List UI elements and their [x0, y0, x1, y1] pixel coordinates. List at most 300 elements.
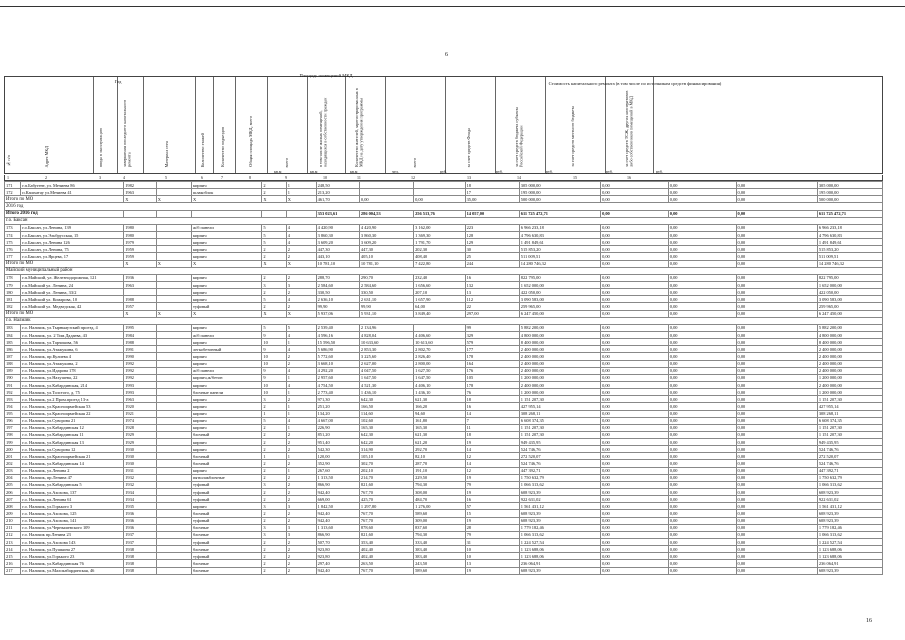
table-cell: блочные панели — [191, 389, 261, 396]
table-cell: 669,00 — [316, 496, 359, 503]
table-cell: 0,00 — [736, 481, 817, 488]
table-cell: 4 — [286, 381, 316, 388]
table-cell: 821,60 — [359, 481, 413, 488]
table-cell: 267,60 — [316, 467, 359, 474]
table-cell: 1934 — [124, 496, 157, 503]
table-row — [5, 396, 883, 403]
table-cell: 1 200 000,00 — [817, 389, 882, 396]
subtotal-label: Итого 2016 год — [5, 210, 124, 217]
table-cell: 0,00 — [736, 289, 817, 296]
table-cell: 2 800,00 — [414, 360, 465, 367]
table-cell: 0,00 — [668, 453, 736, 460]
table-cell: 2 — [262, 546, 286, 553]
table-cell: 207 — [5, 496, 21, 503]
table-cell: 30 — [465, 246, 519, 253]
table-cell: 243,50 — [414, 560, 465, 567]
table-cell: 0,00 — [736, 274, 817, 281]
table-cell: 290,70 — [359, 274, 413, 281]
table-cell: 0,00 — [601, 339, 669, 346]
table-cell: 0,00 — [736, 439, 817, 446]
table-cell: 0,00 — [668, 189, 736, 196]
table-cell: 195 000,00 — [519, 189, 600, 196]
table-cell — [156, 560, 191, 567]
table-cell: 259 965,00 — [817, 303, 882, 310]
table-cell: 10 — [262, 381, 286, 388]
table-cell: 288,70 — [316, 274, 359, 281]
table-cell: 642,30 — [359, 431, 413, 438]
table-cell: 0,00 — [668, 496, 736, 503]
table-cell: X — [156, 196, 191, 203]
table-cell: 1 627,50 — [414, 367, 465, 374]
table-cell: 1936 — [124, 510, 157, 517]
table-cell — [156, 274, 191, 281]
table-row — [5, 524, 883, 531]
table-row — [5, 381, 883, 388]
table-cell: 511 009,51 — [519, 253, 600, 260]
top-rule — [0, 6, 905, 7]
table-cell: 203 — [5, 467, 21, 474]
table-cell: 10 — [262, 353, 286, 360]
table-cell: 1 123 688,06 — [817, 553, 882, 560]
table-row — [5, 417, 883, 424]
table-cell: 79 — [465, 531, 519, 538]
table-cell: 132 — [465, 281, 519, 288]
table-cell: 1959 — [124, 246, 157, 253]
table-cell: 2 — [262, 539, 286, 546]
table-cell: 2 — [262, 496, 286, 503]
subtotal-label: Итого по МО — [5, 196, 124, 203]
table-cell: г.о. Нальчик, ул.2 Пром.проезд 13-а — [21, 396, 124, 403]
table-cell: 1931 — [124, 467, 157, 474]
table-cell: 0,00 — [601, 517, 669, 524]
table-cell: 76 — [465, 389, 519, 396]
table-cell — [124, 289, 157, 296]
table-cell: 2 584,60 — [359, 281, 413, 288]
table-row — [5, 410, 883, 417]
table-cell: 172 — [5, 189, 21, 196]
table-cell: кирпич — [191, 339, 261, 346]
table-cell: 5 — [262, 417, 286, 424]
table-cell: 302,70 — [359, 460, 413, 467]
table-cell: 422 050,00 — [519, 289, 600, 296]
table-cell: 2 — [262, 510, 286, 517]
table-cell: 0,00 — [736, 453, 817, 460]
table-cell: 330,50 — [359, 289, 413, 296]
table-cell: 1930 — [124, 453, 157, 460]
table-cell: 1934 — [124, 489, 157, 496]
table-cell — [156, 446, 191, 453]
table-cell: 353,40 — [359, 539, 413, 546]
table-cell: 1 276,00 — [414, 503, 465, 510]
table-cell: 352,90 — [316, 460, 359, 467]
table-cell: 0,00 — [601, 489, 669, 496]
table-cell: 94,60 — [414, 410, 465, 417]
table-cell: 248,50 — [316, 182, 359, 189]
table-cell: 1 151 207,30 — [519, 396, 600, 403]
table-cell — [156, 431, 191, 438]
table-cell: 2 — [286, 460, 316, 467]
table-row — [5, 374, 883, 381]
table-cell — [156, 489, 191, 496]
table-cell: X — [124, 196, 157, 203]
table-cell: 2 — [286, 246, 316, 253]
table-cell: 19 — [465, 489, 519, 496]
table-cell: кирпич — [191, 403, 261, 410]
table-cell: 2 400 000,00 — [817, 367, 882, 374]
table-cell: 0,00 — [736, 431, 817, 438]
table-cell: 3 — [286, 524, 316, 531]
table-cell: г.о. Нальчик, ул.Кабардинская 14 — [21, 460, 124, 467]
table-cell: 822 795,00 — [817, 274, 882, 281]
table-cell: 1936 — [124, 274, 157, 281]
table-cell: 10 — [262, 360, 286, 367]
table-cell: 837,60 — [414, 524, 465, 531]
table-cell — [156, 189, 191, 196]
table-cell: 608 923,39 — [519, 489, 600, 496]
table-cell: г.о. Нальчик, пр.Ленина 47 — [21, 474, 124, 481]
table-row — [5, 539, 883, 546]
table-cell: 2 — [262, 303, 286, 310]
table-cell: 174 — [5, 231, 21, 238]
table-cell: 1 313,60 — [316, 524, 359, 531]
table-cell: 2 — [262, 253, 286, 260]
table-cell: 1995 — [124, 324, 157, 331]
table-cell: г.о.Баксан, ул.Ленина 126 — [21, 239, 124, 246]
table-cell: 0,00 — [601, 224, 669, 231]
table-cell: 0,00 — [736, 446, 817, 453]
table-cell: 1979 — [124, 239, 157, 246]
table-cell: 589,60 — [414, 510, 465, 517]
table-cell: 0,00 — [601, 182, 669, 189]
table-cell: 4 047,50 — [359, 367, 413, 374]
table-cell: 621,20 — [414, 439, 465, 446]
table-cell: кирпич — [191, 239, 261, 246]
table-cell: 5 — [286, 324, 316, 331]
table-cell: 422 050,00 — [817, 289, 882, 296]
table-cell: 14 — [465, 446, 519, 453]
unit-label: кв.м — [310, 169, 318, 174]
table-cell: 236 064,91 — [817, 560, 882, 567]
table-cell: 1 123 688,06 — [519, 553, 600, 560]
table-cell — [156, 396, 191, 403]
table-cell: туфовый — [191, 517, 261, 524]
table-cell: 4 828,04 — [359, 331, 413, 338]
col-area-owned-label: в том числе жилых помещений, находящихся в собственности граждан — [318, 97, 328, 167]
table-cell — [156, 296, 191, 303]
col-cost-budget-label: за счет средств бюджета субъекта Российской Федерации — [514, 106, 524, 167]
table-cell — [156, 374, 191, 381]
table-cell — [156, 417, 191, 424]
table-cell: 214,70 — [359, 474, 413, 481]
table-cell: 16 — [465, 403, 519, 410]
table-cell: 25 — [465, 253, 519, 260]
table-cell: 4 — [286, 224, 316, 231]
table-cell: X — [262, 310, 286, 317]
table-cell: 0,00 — [736, 310, 817, 317]
table-cell: 0,00 — [668, 460, 736, 467]
table-cell: 1929 — [124, 431, 157, 438]
table-cell: кирпич — [191, 353, 261, 360]
table-cell: 5 — [262, 239, 286, 246]
table-cell: 515 853,20 — [817, 246, 882, 253]
table-cell: 447,30 — [316, 246, 359, 253]
table-cell: кирпич — [191, 446, 261, 453]
table-cell: 1 779 182,46 — [817, 524, 882, 531]
table-cell: 0,00 — [736, 403, 817, 410]
table-cell: 951,40 — [316, 439, 359, 446]
table-cell: X — [124, 260, 157, 267]
table-cell: 0,00 — [601, 281, 669, 288]
table-cell: 0,00 — [668, 260, 736, 267]
table-cell: г.о. Нальчик, ул.Ленина 61 — [21, 496, 124, 503]
table-cell: 3 162,00 — [414, 224, 465, 231]
table-cell: г.о.Баксан, ул.Ленина, 75 — [21, 246, 124, 253]
table-cell: 6 966 233,18 — [519, 224, 600, 231]
table-cell: 1 — [286, 189, 316, 196]
table-cell: 402,40 — [359, 546, 413, 553]
table-cell: 1 779 182,46 — [519, 524, 600, 531]
table-cell: 2 631,10 — [359, 296, 413, 303]
table-cell: 99,90 — [359, 303, 413, 310]
table-cell: 2 — [262, 431, 286, 438]
table-cell: 2 400 000,00 — [519, 381, 600, 388]
table-cell: г.о. Нальчик, ул.Кабардинская 76 — [21, 560, 124, 567]
section-title: г.о. Нальчик — [5, 317, 883, 324]
table-cell: 195 000,00 — [817, 189, 882, 196]
table-cell: г.п.Майский ул. Комарова, 10 — [21, 296, 124, 303]
table-cell: г.о. Нальчик, ул.Атажукина, 6 — [21, 346, 124, 353]
table-cell: 82,10 — [414, 453, 465, 460]
table-cell: 0,00 — [668, 296, 736, 303]
table-cell: 2 — [286, 439, 316, 446]
table-cell: кирпич — [191, 231, 261, 238]
table-cell: кирпич — [191, 274, 261, 281]
table-cell: 0,00 — [736, 353, 817, 360]
table-cell: 642,30 — [359, 396, 413, 403]
table-cell: 1 — [286, 403, 316, 410]
table-cell: 2 400 000,00 — [817, 381, 882, 388]
table-cell: 1 123 688,06 — [817, 546, 882, 553]
table-cell: 1990 — [124, 353, 157, 360]
table-cell: туфовый — [191, 553, 261, 560]
table-cell: X — [191, 196, 261, 203]
table-cell: 200 — [5, 446, 21, 453]
table-cell: г.о. Нальчик, ул.Тарчокова, 56 — [21, 339, 124, 346]
table-cell: 2 802,70 — [414, 346, 465, 353]
table-cell: 114,60 — [359, 410, 413, 417]
table-cell: 0,00 — [668, 253, 736, 260]
table-cell: 2 — [286, 567, 316, 574]
table-cell: 213,20 — [316, 189, 359, 196]
table-cell: 12 — [465, 467, 519, 474]
table-row — [5, 431, 883, 438]
table-cell: 1 647,50 — [414, 374, 465, 381]
table-cell: г.п.Майский ул. Ленина, 33/2 — [21, 289, 124, 296]
table-cell: 1935 — [124, 503, 157, 510]
table-cell: 0,00 — [601, 346, 669, 353]
table-cell: 1993 — [124, 381, 157, 388]
table-cell: 190 — [5, 374, 21, 381]
table-cell: 223 — [465, 224, 519, 231]
table-cell: 99 — [465, 324, 519, 331]
table-cell: г.п.Майский, ул. Железнодорожная, 121 — [21, 274, 124, 281]
table-cell: 177 — [465, 346, 519, 353]
table-cell: 4 — [286, 239, 316, 246]
table-cell: 0,00 — [736, 374, 817, 381]
table-cell: кирпич — [191, 360, 261, 367]
table-cell: 10 633,60 — [359, 339, 413, 346]
table-cell: 0,00 — [736, 560, 817, 567]
table-cell: 1 652 000,00 — [817, 281, 882, 288]
table-cell: 942,40 — [316, 489, 359, 496]
table-cell: 13 — [465, 289, 519, 296]
table-cell: 0,00 — [601, 567, 669, 574]
table-cell — [156, 246, 191, 253]
table-cell: г.о.Баксан, ул.Ленина, 139 — [21, 224, 124, 231]
table-cell: 207,10 — [414, 289, 465, 296]
table-cell — [156, 367, 191, 374]
table-cell: 2 — [286, 353, 316, 360]
table-cell: 35,00 — [465, 196, 519, 203]
table-cell: 0,00 — [601, 189, 669, 196]
table-cell: блочные — [191, 524, 261, 531]
table-cell: 1 657,90 — [414, 296, 465, 303]
table-cell: 0,00 — [359, 196, 413, 203]
table-cell: 2 — [262, 289, 286, 296]
table-cell: 5 882 200,00 — [817, 324, 882, 331]
table-cell: 165,30 — [414, 424, 465, 431]
table-cell: 171 — [5, 182, 21, 189]
table-cell: 2 — [262, 553, 286, 560]
table-cell: 3 609,20 — [359, 239, 413, 246]
table-cell: 1992 — [124, 360, 157, 367]
table-cell: 2 — [262, 182, 286, 189]
table-row — [5, 367, 883, 374]
table-cell: г.о. Нальчик, ул.Кабардинская 12 — [21, 424, 124, 431]
table-cell: 0,00 — [668, 517, 736, 524]
data-table — [4, 181, 883, 575]
column-number: 13 — [467, 175, 471, 180]
table-cell: 0,00 — [601, 367, 669, 374]
table-cell: 0,00 — [601, 496, 669, 503]
table-row — [5, 567, 883, 574]
table-cell: 1992 — [124, 367, 157, 374]
table-cell: 0,00 — [668, 303, 736, 310]
table-row — [5, 189, 883, 196]
table-cell: 0,00 — [668, 360, 736, 367]
table-cell — [156, 239, 191, 246]
table-cell: 0,00 — [668, 481, 736, 488]
table-cell: 2 — [286, 274, 316, 281]
table-cell: 2 627,00 — [359, 360, 413, 367]
table-cell: 1932 — [124, 474, 157, 481]
table-cell: 185 — [5, 339, 21, 346]
table-cell: кирпич — [191, 296, 261, 303]
unit-label: чел. — [392, 169, 399, 174]
table-cell: 28 — [465, 524, 519, 531]
table-cell: 1957 — [124, 303, 157, 310]
table-cell: 4 521,30 — [359, 381, 413, 388]
table-cell: 1974 — [124, 417, 157, 424]
table-cell — [414, 324, 465, 331]
table-cell: 9 — [262, 374, 286, 381]
table-cell: 1 151 207,30 — [817, 396, 882, 403]
col-cost-fund-label: за счет средств Фонда — [466, 127, 471, 167]
table-cell: 461,70 — [316, 196, 359, 203]
table-cell: 0,00 — [736, 367, 817, 374]
table-cell: 0,00 — [668, 539, 736, 546]
table-cell: 178 — [5, 274, 21, 281]
table-cell: 5 — [262, 324, 286, 331]
table-cell: г.о. Нальчик, ул.Ахохова, 125 — [21, 510, 124, 517]
table-cell: 949 435,95 — [817, 439, 882, 446]
table-cell: 611 725 472,71 — [519, 210, 600, 217]
table-cell: 794,30 — [414, 481, 465, 488]
table-cell: 3 849,40 — [414, 310, 465, 317]
table-cell: 0,00 — [601, 524, 669, 531]
table-cell: г.о. Нальчик, ул.Кабардинская 13 — [21, 439, 124, 446]
table-cell: 305 000,00 — [519, 182, 600, 189]
table-cell: 4 406,60 — [414, 331, 465, 338]
table-cell: 3 — [262, 524, 286, 531]
table-cell: 0,00 — [736, 503, 817, 510]
table-cell: 579 — [465, 339, 519, 346]
table-cell: 308 268,11 — [519, 410, 600, 417]
table-cell: 1 369,30 — [414, 231, 465, 238]
table-cell: 0,00 — [736, 424, 817, 431]
table-cell: 0,00 — [601, 417, 669, 424]
table-cell: 0,00 — [736, 182, 817, 189]
table-cell: 1963 — [124, 189, 157, 196]
table-cell: 214 — [5, 546, 21, 553]
table-cell: 427 955,14 — [519, 403, 600, 410]
table-cell: г.о. Нальчик пр.Ленина 23 — [21, 531, 124, 538]
section-row — [5, 310, 883, 317]
table-cell: X — [262, 260, 286, 267]
unit-label: руб. — [440, 169, 447, 174]
table-cell: 0,00 — [601, 553, 669, 560]
table-cell: 1 — [286, 374, 316, 381]
table-cell: 0,00 — [414, 196, 465, 203]
table-cell: г.о. Нальчик, ул.Ахохова, 137 — [21, 489, 124, 496]
table-cell: 2 — [262, 246, 286, 253]
table-cell: 447 392,71 — [817, 467, 882, 474]
table-cell — [156, 503, 191, 510]
table-cell: 0,00 — [736, 546, 817, 553]
table-cell: 4 — [286, 296, 316, 303]
column-number: 5 — [165, 175, 167, 180]
section-row — [5, 260, 883, 267]
column-number: 15 — [573, 175, 577, 180]
table-cell: 608 923,39 — [519, 510, 600, 517]
table-cell: ж/б панели — [191, 367, 261, 374]
table-cell: 2 — [286, 560, 316, 567]
table-row — [5, 389, 883, 396]
table-cell: 0,00 — [601, 196, 669, 203]
table-cell: г.п.Майский ул. Ленина, 24 — [21, 281, 124, 288]
table-cell: 589,60 — [414, 567, 465, 574]
table-cell: 297,00 — [465, 310, 519, 317]
table-cell — [156, 324, 191, 331]
table-cell: 0,00 — [601, 296, 669, 303]
table-cell: 0,00 — [601, 381, 669, 388]
table-row — [5, 274, 883, 281]
table-cell: 18 — [465, 396, 519, 403]
table-cell: 204 — [5, 474, 21, 481]
table-cell: 2 — [286, 360, 316, 367]
table-cell: 2 957,60 — [316, 374, 359, 381]
table-cell: 767,70 — [359, 567, 413, 574]
